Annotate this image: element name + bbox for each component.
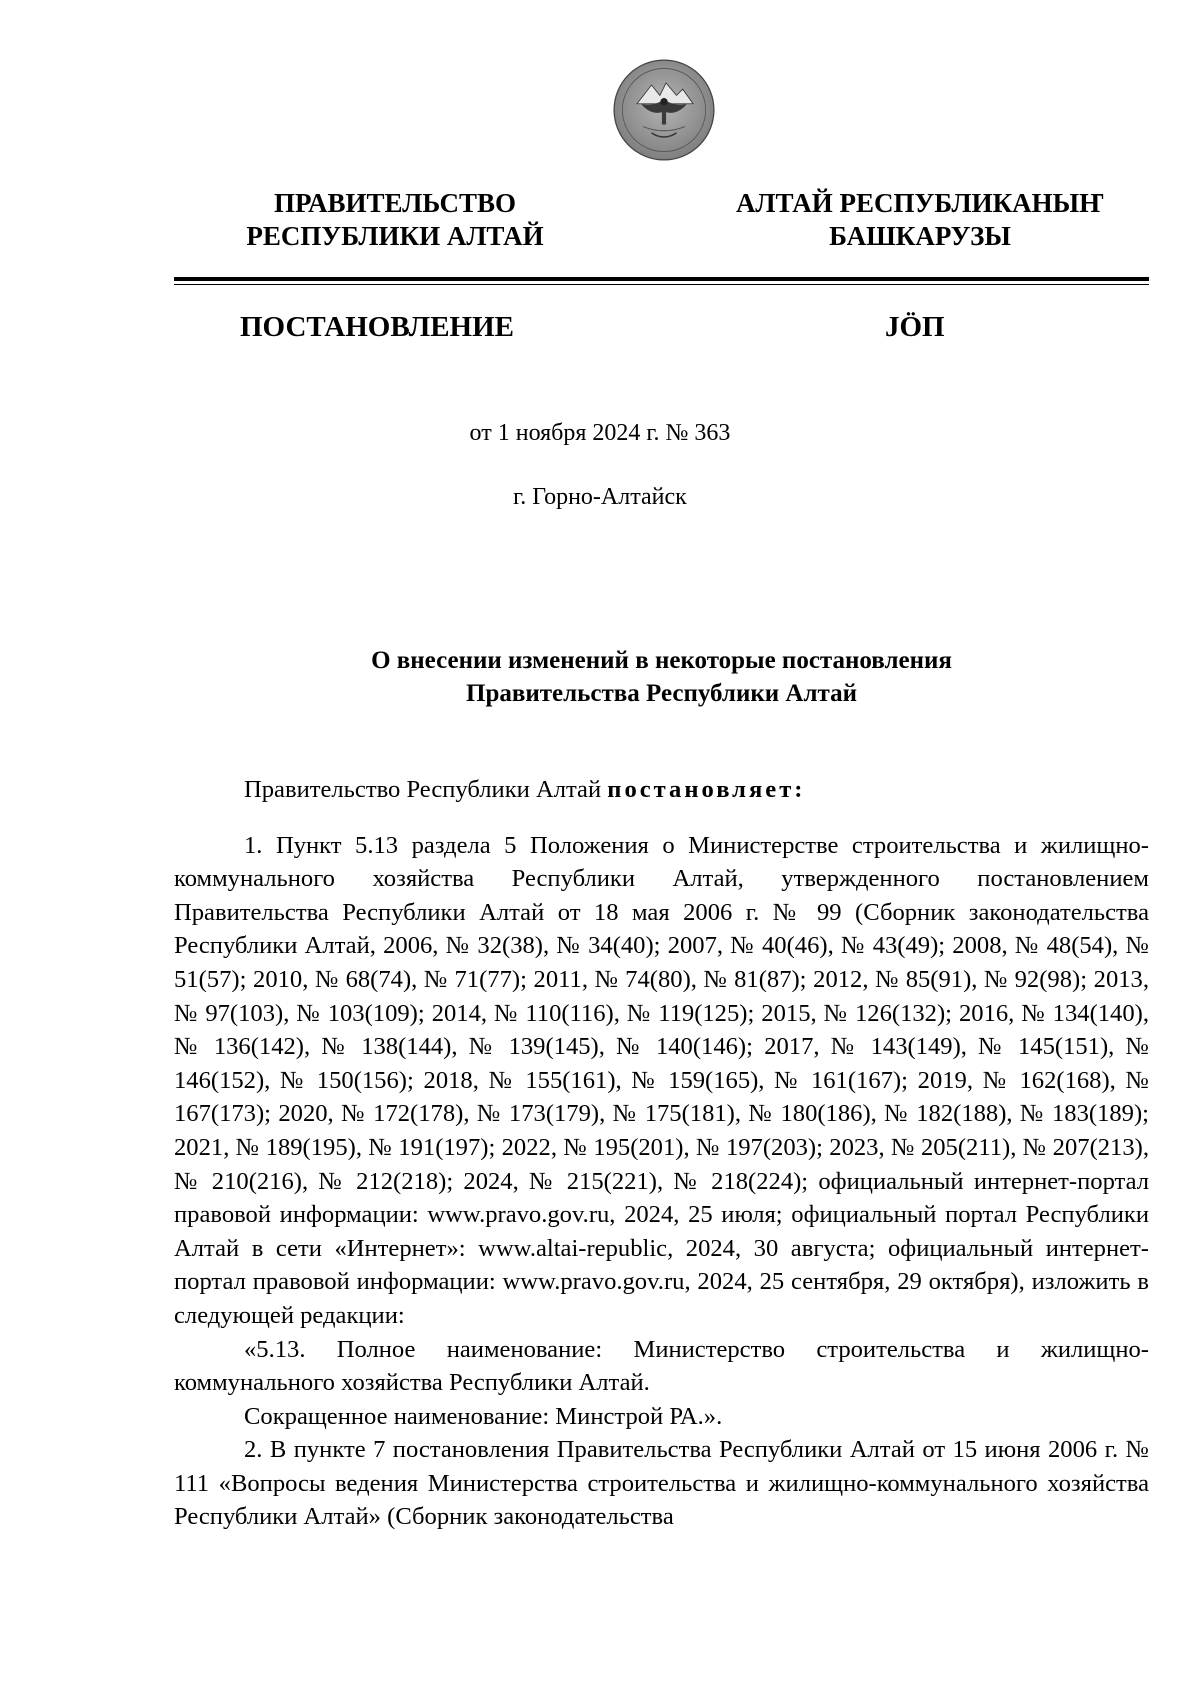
header-right-line: БАШКАРУЗЫ	[829, 221, 1011, 251]
header-left-line: РЕСПУБЛИКИ АЛТАЙ	[246, 221, 544, 251]
title-line: Правительства Республики Алтай	[466, 680, 857, 707]
header-left-org	[190, 187, 600, 253]
decree-verb: постановляет:	[607, 776, 806, 803]
title-line: О внесении изменений в некоторые постановления	[371, 647, 952, 674]
paragraph: Сокращенное наименование: Минстрой РА.».	[244, 1402, 723, 1430]
coat-of-arms-icon	[612, 58, 716, 162]
city-line: г. Горно-Алтайск	[513, 484, 687, 510]
paragraph: 2. В пункте 7 постановления Правительства Республики Алтай от 15 июня 2006 г. № 111 «Вопросы ведения Министерства строительства и жилищно-коммунального хозяйства Республики Алтай» (Сборник законодательства	[174, 1436, 1149, 1531]
doc-type-alt: JÖП	[885, 311, 945, 343]
doc-type-ru: ПОСТАНОВЛЕНИЕ	[240, 311, 515, 343]
paragraph: «5.13. Полное наименование: Министерство строительства и жилищно-коммунального хозяйства Республики Алтай.	[174, 1335, 1149, 1397]
header-right-line: АЛТАЙ РЕСПУБЛИКАНЫҤ	[735, 188, 1105, 218]
decree-lead: Правительство Республики Алтай	[244, 776, 608, 803]
header-right-org	[700, 187, 1140, 253]
decree-line	[174, 773, 1149, 807]
header-divider-thin	[174, 284, 1149, 285]
date-number-line: от 1 ноября 2024 г. № 363	[469, 420, 731, 446]
document-title	[174, 644, 1149, 710]
header-divider-thick	[174, 277, 1149, 281]
header-left-line: ПРАВИТЕЛЬСТВО	[273, 188, 517, 218]
document-body	[174, 773, 1149, 1534]
paragraph: 1. Пункт 5.13 раздела 5 Положения о Министерстве строительства и жилищно-коммунального хозяйства Республики Алтай, утвержденного постановлением Правительства Республики Алтай от 18 мая 2006 г. № 99 (Сборник законодательства Республики Алтай, 2006, № 32(38), № 34(40); 2007, № 40(46), № 43(49); 2008, № 48(54), № 51(57); 2010, № 68(74), № 71(77); 2011, № 74(80), № 81(87); 2012, № 85(91), № 92(98); 2013, № 97(103), № 103(109); 2014, № 110(116), № 119(125); 2015, № 126(132); 2016, № 134(140), № 136(142), № 138(144), № 139(145), № 140(146); 2017, № 143(149), № 145(151), № 146(152), № 150(156); 2018, № 155(161), № 159(165), № 161(167); 2019, № 162(168), № 167(173); 2020, № 172(178), № 173(179), № 175(181), № 180(186), № 182(188), № 183(189); 2021, № 189(195), № 191(197); 2022, № 195(201), № 197(203); 2023, № 205(211), № 207(213), № 210(216), № 212(218); 2024, № 215(221), № 218(224); официальный интернет-портал правовой информации: www.pravo.gov.ru, 2024, 25 июля; официальный портал Республики Алтай в сети «Интернет»: www.altai-republic, 2024, 30 августа; официальный интернет-портал правовой информации: www.pravo.gov.ru, 2024, 25 сентября, 29 октября), изложить в следующей редакции:	[174, 831, 1149, 1329]
